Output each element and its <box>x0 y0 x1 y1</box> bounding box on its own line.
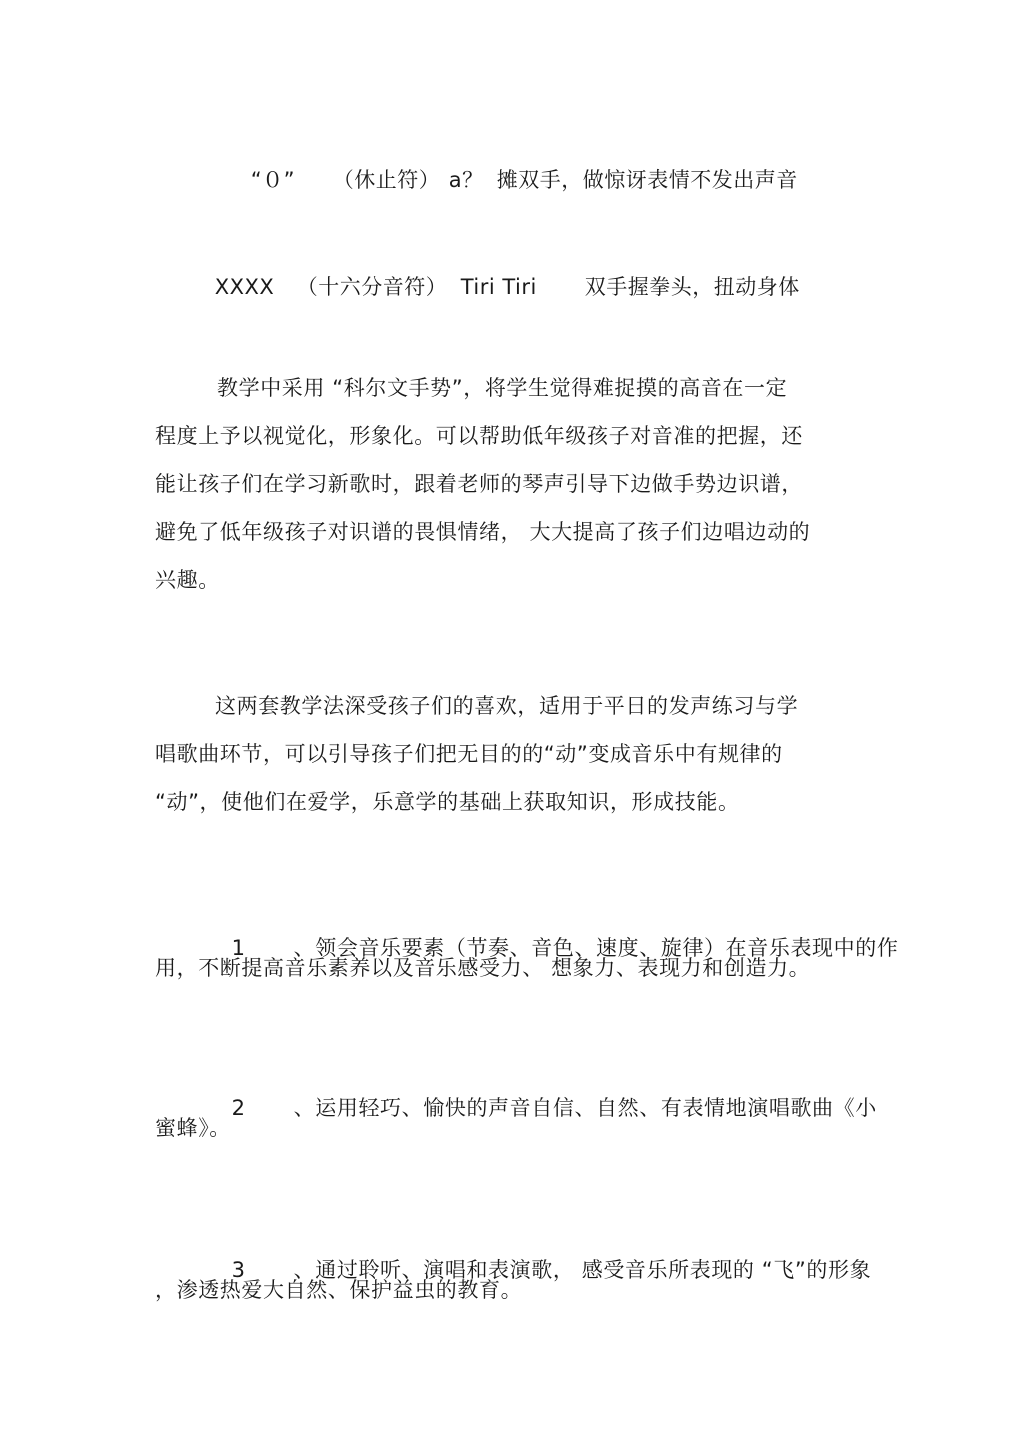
paragraph-line: 避免了低年级孩子对识谱的畏惧情绪， 大大提高了孩子们边唱边动的 <box>155 520 811 544</box>
paragraph-line: 唱歌曲环节，可以引导孩子们把无目的的“动”变成音乐中有规律的 <box>155 742 783 766</box>
methods-paragraph <box>155 692 855 836</box>
sixteenth-note-syllable: Tiri Tiri <box>460 275 537 299</box>
sixteenth-note-symbol-row <box>186 245 800 329</box>
sixteenth-note-mark: XXXX <box>214 275 275 299</box>
rest-syllable: a？ <box>448 168 484 192</box>
paragraph-line: 兴趣。 <box>155 568 220 592</box>
kodaly-paragraph <box>155 374 855 614</box>
goal-item-1 <box>155 906 899 1002</box>
rest-mark: “０” <box>250 168 295 192</box>
goal-text: 、领会音乐要素（节奏、音色、速度、旋律）在音乐表现中的作 <box>293 936 899 960</box>
paragraph-line: 教学中采用 “科尔文手势”，将学生觉得难捉摸的高音在一定 <box>217 376 788 400</box>
rest-symbol-row <box>222 138 798 222</box>
sixteenth-note-name: （十六分音符） <box>296 275 448 299</box>
goal-item-2 <box>155 1066 877 1162</box>
sixteenth-note-action: 双手握拳头，扭动身体 <box>584 275 800 299</box>
rest-name: （休止符） <box>332 168 441 192</box>
goal-item-3 <box>155 1228 872 1324</box>
goal-number: 2 <box>231 1096 246 1120</box>
goal-text: 用，不断提高音乐素养以及音乐感受力、 想象力、表现力和创造力。 <box>155 956 811 980</box>
paragraph-line: 能让孩子们在学习新歌时，跟着老师的琴声引导下边做手势边识谱， <box>155 472 803 496</box>
goal-text: 、通过聆听、演唱和表演歌， 感受音乐所表现的 “飞”的形象 <box>293 1258 872 1282</box>
goal-text: 蜜蜂》。 <box>155 1116 231 1140</box>
paragraph-line: 程度上予以视觉化，形象化。可以帮助低年级孩子对音准的把握，还 <box>155 424 803 448</box>
goal-number: 1 <box>231 936 246 960</box>
goal-text: ，渗透热爱大自然、保护益虫的教育。 <box>155 1278 523 1302</box>
goal-number: 3 <box>231 1258 246 1282</box>
paragraph-line: 这两套教学法深受孩子们的喜欢，适用于平日的发声练习与学 <box>215 694 799 718</box>
goal-text: 、运用轻巧、愉快的声音自信、自然、有表情地演唱歌曲《小 <box>293 1096 877 1120</box>
rest-action: 摊双手，做惊讶表情不发出声音 <box>496 168 798 192</box>
paragraph-line: “动”，使他们在爱学，乐意学的基础上获取知识，形成技能。 <box>155 790 740 814</box>
